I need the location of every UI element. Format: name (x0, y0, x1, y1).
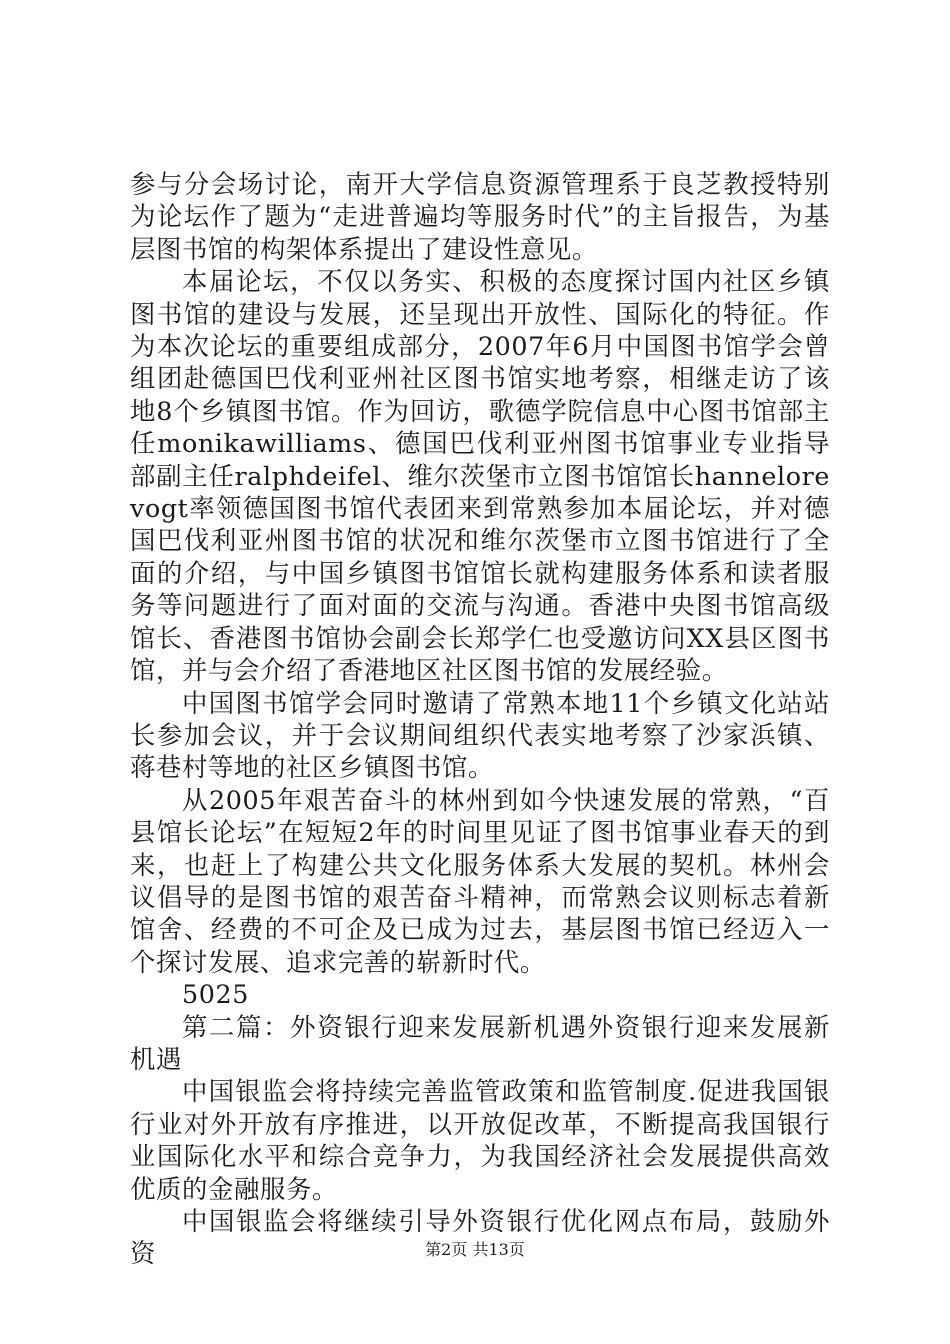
paragraph-1: 参与分会场讨论，南开大学信息资源管理系于良芝教授特别为论坛作了题为“走进普遍均等服务时代”的主旨报告，为基层图书馆的构架体系提出了建设性意见。 (130, 169, 830, 264)
paragraph-3: 中国图书馆学会同时邀请了常熟本地11个乡镇文化站站长参加会议，并于会议期间组织代表实地考察了沙家浜镇、蒋巷村等地的社区乡镇图书馆。 (130, 687, 830, 783)
document-body (130, 168, 830, 1270)
section-paragraph-1: 中国银监会将持续完善监管政策和监管制度.促进我国银行业对外开放有序推进，以开放促改革，不断提高我国银行业国际化水平和综合竞争力，为我国经济社会发展提供高效优质的金融服务。 (130, 1076, 830, 1204)
page-number-footer: 第2页 共13页 (425, 1240, 525, 1259)
document-code: 5025 (182, 979, 250, 1010)
section-paragraph-2: 中国银监会将继续引导外资银行优化网点布局，鼓励外资 (130, 1206, 830, 1269)
section-heading: 第二篇：外资银行迎来发展新机遇外资银行迎来发展新机遇 (130, 1011, 830, 1074)
paragraph-4: 从2005年艰苦奋斗的林州到如今快速发展的常熟，“百县馆长论坛”在短短2年的时间里见证了图书馆事业春天的到来，也赶上了构建公共文化服务体系大发展的契机。林州会议倡导的是图书馆的艰苦奋斗精神，而常熟会议则标志着新馆舍、经费的不可企及已成为过去，基层图书馆已经迈入一个探讨发展、追求完善的崭新时代。 (130, 784, 830, 977)
paragraph-2: 本届论坛，不仅以务实、积极的态度探讨国内社区乡镇图书馆的建设与发展，还呈现出开放性、国际化的特征。作为本次论坛的重要组成部分，2007年6月中国图书馆学会曾组团赴德国巴伐利亚州社区图书馆实地考察，相继走访了该地8个乡镇图书馆。作为回访，歌德学院信息中心图书馆部主任monikawilliams、德国巴伐利亚州图书馆事业专业指导部副主任ralphdeifel、维尔茨堡市立图书馆馆长hannelorevogt率领德国图书馆代表团来到常熟参加本届论坛，并对德国巴伐利亚州图书馆的状况和维尔茨堡市立图书馆进行了全面的介绍，与中国乡镇图书馆馆长就构建服务体系和读者服务等问题进行了面对面的交流与沟通。香港中央图书馆高级馆长、香港图书馆协会副会长郑学仁也受邀访问XX县区图书馆，并与会介绍了香港地区社区图书馆的发展经验。 (130, 266, 830, 686)
